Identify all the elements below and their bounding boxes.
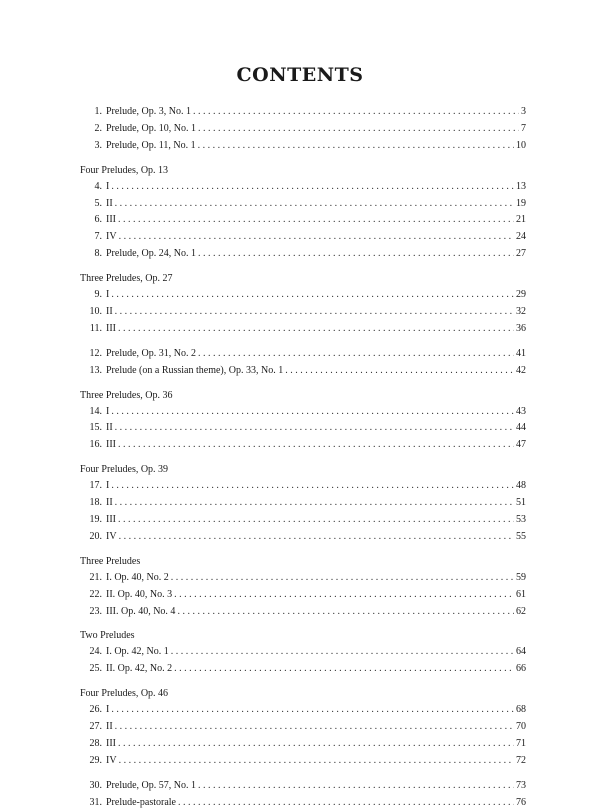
dot-leader [198,346,514,363]
entry-number: 15. [89,422,102,434]
dot-leader [111,404,514,421]
dot-leader [111,287,514,304]
page-number: 59 [516,571,526,583]
toc-entry[interactable] [80,121,526,138]
dot-leader [177,604,514,621]
page-number: 32 [516,306,526,318]
page-number: 66 [516,663,526,675]
entry-title: Prelude-pastorale [106,796,176,808]
entry-number: 16. [89,439,102,451]
entry-title: I. Op. 42, No. 1 [106,646,169,658]
page-number: 36 [516,322,526,334]
dot-leader [285,363,514,380]
dot-leader [198,778,514,795]
page-number: 41 [516,347,526,359]
entry-title: Prelude, Op. 31, No. 2 [106,347,196,359]
entry-title: II [106,721,113,733]
entry-title: I. Op. 40, No. 2 [106,571,169,583]
entry-number: 12. [89,347,102,359]
page-number: 71 [516,738,526,750]
toc-entry[interactable] [80,604,526,621]
entry-number: 14. [89,405,102,417]
page-number: 62 [516,605,526,617]
toc-entry[interactable] [80,478,526,495]
toc-entry[interactable] [80,661,526,678]
section-heading: Three Preludes, Op. 27 [80,273,173,285]
page-number: 70 [516,721,526,733]
table-of-contents [80,104,526,812]
page-number: 48 [516,480,526,492]
entry-title: II. Op. 42, No. 2 [106,663,173,675]
section-heading: Three Preludes [80,555,141,567]
page-number: 73 [516,779,526,791]
entry-title: I [106,405,110,417]
entry-title: III [106,322,116,334]
entry-number: 6. [94,214,102,226]
entry-number: 11. [89,322,102,334]
toc-entry[interactable] [80,304,526,321]
toc-entry[interactable] [80,179,526,196]
toc-entry[interactable] [80,404,526,421]
page-title: CONTENTS [236,64,364,86]
entry-number: 2. [94,122,102,134]
toc-entry[interactable] [80,778,526,795]
entry-number: 26. [89,704,102,716]
entry-number: 24. [89,646,102,658]
dot-leader [118,512,514,529]
entry-title: II [106,197,113,209]
dot-leader [174,587,514,604]
page-number: 68 [516,704,526,716]
dot-leader [171,570,514,587]
entry-title: I [106,289,110,301]
entry-title: Prelude, Op. 24, No. 1 [106,248,196,260]
page-number: 64 [516,646,526,658]
toc-entry[interactable] [80,495,526,512]
toc-entry[interactable] [80,246,526,263]
dot-leader [118,321,514,338]
section-heading: Four Preludes, Op. 39 [80,464,169,476]
dot-leader [119,529,514,546]
entry-title: III. Op. 40, No. 4 [106,605,176,617]
toc-entry[interactable] [80,702,526,719]
toc-entry[interactable] [80,321,526,338]
section-gap [80,770,526,778]
page-number: 51 [516,497,526,509]
toc-entry[interactable] [80,570,526,587]
entry-number: 5. [94,197,102,209]
entry-title: Prelude (on a Russian theme), Op. 33, No. 1 [106,364,284,376]
dot-leader [115,495,514,512]
entry-number: 19. [89,514,102,526]
entry-title: IV [106,754,117,766]
dot-leader [115,304,514,321]
toc-entry[interactable] [80,719,526,736]
dot-leader [118,212,514,229]
toc-entry[interactable] [80,212,526,229]
entry-title: II. Op. 40, No. 3 [106,588,173,600]
entry-title: I [106,480,110,492]
entry-number: 31. [89,796,102,808]
entry-title: Prelude, Op. 11, No. 1 [106,139,196,151]
page-number: 43 [516,405,526,417]
entry-number: 1. [94,106,102,117]
toc-entry[interactable] [80,512,526,529]
entry-number: 3. [94,139,102,151]
entry-title: II [106,497,113,509]
entry-number: 4. [94,180,102,192]
dot-leader [174,661,514,678]
page-number: 3 [521,106,526,117]
toc-entry[interactable] [80,346,526,363]
page-number: 10 [516,139,526,151]
dot-leader [178,795,514,812]
entry-title: Prelude, Op. 10, No. 1 [106,122,196,134]
dot-leader [119,753,514,770]
toc-entry[interactable] [80,420,526,437]
toc-entry[interactable] [80,736,526,753]
dot-leader [198,121,519,138]
section-heading: Two Preludes [80,630,135,642]
toc-entry[interactable] [80,138,526,155]
entry-title: I [106,704,110,716]
dot-leader [119,229,514,246]
page-number: 76 [516,796,526,808]
page-number: 29 [516,289,526,301]
toc-entry[interactable] [80,644,526,661]
page-number: 47 [516,439,526,451]
page-number: 61 [516,588,526,600]
toc-entry[interactable] [80,363,526,380]
dot-leader [115,719,514,736]
entry-number: 20. [89,530,102,542]
section-heading: Three Preludes, Op. 36 [80,389,173,401]
dot-leader [171,644,514,661]
entry-number: 13. [89,364,102,376]
entry-title: III [106,439,116,451]
page-number: 13 [516,180,526,192]
entry-title: II [106,306,113,318]
page-number: 27 [516,248,526,260]
entry-title: Prelude, Op. 3, No. 1 [106,106,191,117]
entry-number: 29. [89,754,102,766]
section-heading: Four Preludes, Op. 46 [80,688,169,700]
entry-title: Prelude, Op. 57, No. 1 [106,779,196,791]
entry-title: III [106,514,116,526]
page-number: 21 [516,214,526,226]
entry-number: 18. [89,497,102,509]
dot-leader [115,420,514,437]
entry-title: IV [106,231,117,243]
section-gap [80,338,526,346]
toc-entry[interactable] [80,437,526,454]
page-number: 53 [516,514,526,526]
page-number: 24 [516,231,526,243]
toc-entry[interactable] [80,229,526,246]
page-number: 55 [516,530,526,542]
toc-entry[interactable] [80,587,526,604]
page-number: 7 [521,122,526,134]
entry-title: IV [106,530,117,542]
dot-leader [111,179,514,196]
entry-number: 10. [89,306,102,318]
section-heading: Four Preludes, Op. 13 [80,164,169,176]
dot-leader [193,104,519,121]
entry-number: 25. [89,663,102,675]
toc-entry[interactable] [80,196,526,213]
entry-number: 7. [94,231,102,243]
toc-entry[interactable] [80,104,526,121]
dot-leader [118,437,514,454]
dot-leader [198,246,514,263]
dot-leader [111,478,514,495]
entry-number: 9. [94,289,102,301]
entry-number: 8. [94,248,102,260]
page-number: 72 [516,754,526,766]
entry-number: 28. [89,738,102,750]
entry-number: 27. [89,721,102,733]
page-number: 19 [516,197,526,209]
dot-leader [198,138,514,155]
toc-entry[interactable] [80,795,526,812]
dot-leader [115,196,514,213]
entry-title: III [106,738,116,750]
entry-number: 22. [89,588,102,600]
toc-entry[interactable] [80,529,526,546]
entry-number: 17. [89,480,102,492]
entry-number: 23. [89,605,102,617]
toc-entry[interactable] [80,287,526,304]
entry-title: II [106,422,113,434]
page-number: 42 [516,364,526,376]
dot-leader [118,736,514,753]
page-number: 44 [516,422,526,434]
entry-title: III [106,214,116,226]
entry-title: I [106,180,110,192]
entry-number: 21. [89,571,102,583]
entry-number: 30. [89,779,102,791]
toc-entry[interactable] [80,753,526,770]
dot-leader [111,702,514,719]
